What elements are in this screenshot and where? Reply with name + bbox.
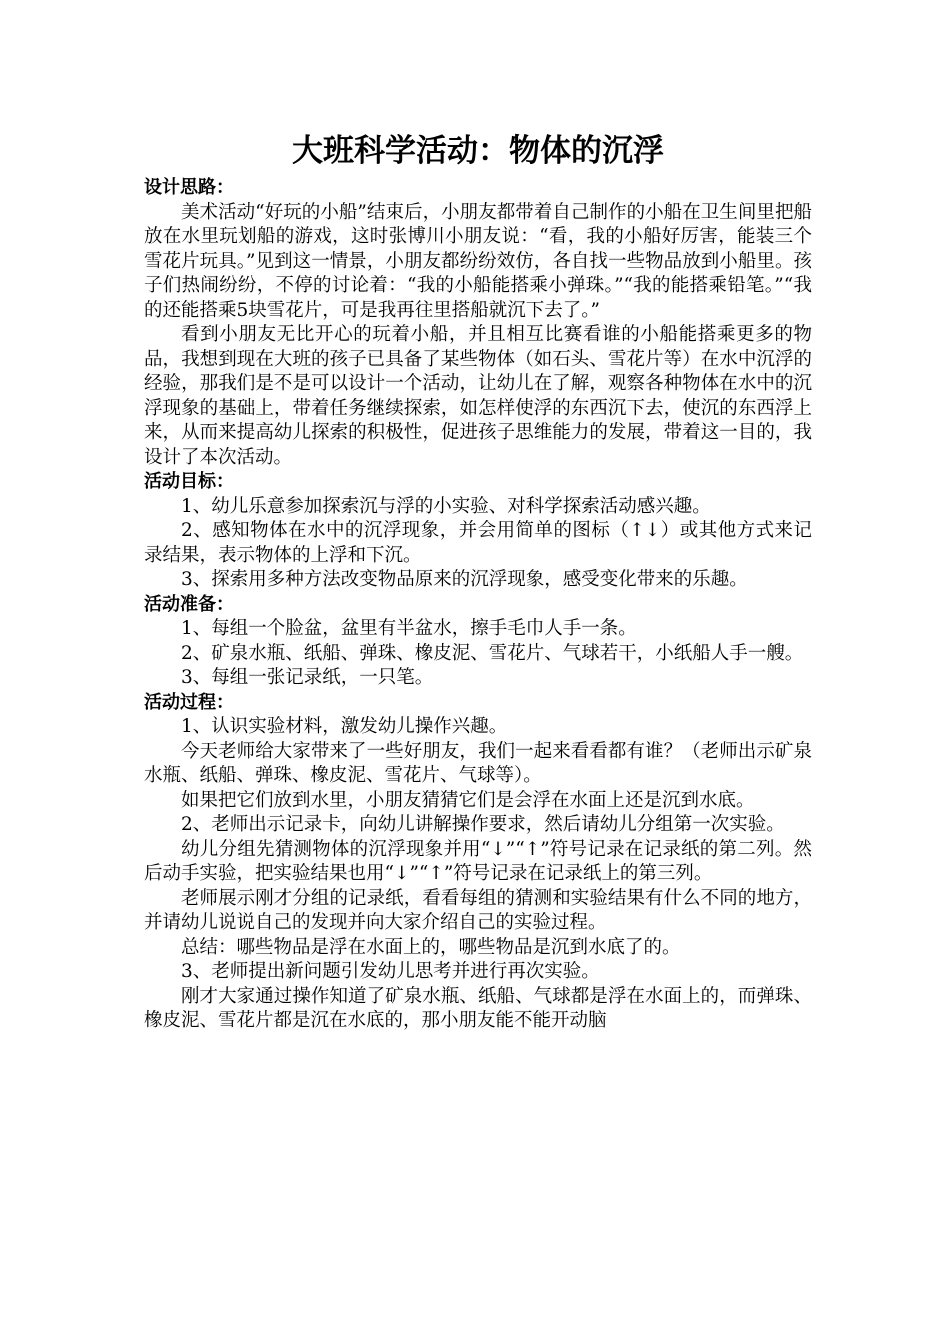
paragraph: 总结：哪些物品是浮在水面上的，哪些物品是沉到水底了的。 [181, 936, 681, 958]
paragraph: 看到小朋友无比开心的玩着小船，并且相互比赛看谁的小船能搭乘更多的物品，我想到现在大班的孩子已具备了某些物体（如石头、雪花片等）在水中沉浮的经验，那我们是不是可以设计一个活动，让幼儿在了解，观察各种物体在水中的沉浮现象的基础上，带着任务继续探索，如怎样使浮的东西沉下去，使沉的东西浮上来，从而来提高幼儿探索的积极性，促进孩子思维能力的发展，带着这一目的，我设计了本次活动。 [144, 324, 812, 468]
paragraph: 美术活动“好玩的小船”结束后，小朋友都带着自己制作的小船在卫生间里把船放在水里玩划船的游戏，这时张博川小朋友说：“看，我的小船好厉害，能装三个雪花片玩具。”见到这一情景，小朋友都纷纷效仿，各自找一些物品放到小船里。孩子们热闹纷纷，不停的讨论着：“我的小船能搭乘小弹珠。”“我的能搭乘铅笔。”“我的还能搭乘5块雪花片，可是我再往里搭船就沉下去了。” [144, 201, 812, 321]
section-heading: 活动准备： [144, 593, 234, 615]
paragraph: 2、矿泉水瓶、纸船、弹珠、橡皮泥、雪花片、气球若干，小纸船人手一艘。 [181, 642, 804, 664]
paragraph: 3、探索用多种方法改变物品原来的沉浮现象，感受变化带来的乐趣。 [181, 569, 748, 590]
document-page [144, 128, 812, 1034]
section-heading: 活动过程： [144, 691, 234, 713]
paragraph: 3、老师提出新问题引发幼儿思考并进行再次实验。 [181, 961, 600, 982]
section-activity-process [144, 691, 812, 1034]
section-activity-preparation [144, 593, 812, 691]
paragraph: 3、每组一张记录纸，一只笔。 [181, 667, 434, 688]
paragraph: 1、幼儿乐意参加探索沉与浮的小实验、对科学探索活动感兴趣。 [181, 495, 711, 517]
section-activity-goals [144, 470, 812, 593]
paragraph: 刚才大家通过操作知道了矿泉水瓶、纸船、气球都是浮在水面上的，而弹珠、橡皮泥、雪花片都是沉在水底的，那小朋友能不能开动脑 [144, 985, 812, 1031]
paragraph: 老师展示刚才分组的记录纸，看看每组的猜测和实验结果有什么不同的地方，并请幼儿说说自己的发现并向大家介绍自己的实验过程。 [144, 887, 812, 933]
paragraph: 幼儿分组先猜测物体的沉浮现象并用“↓”“↑”符号记录在记录纸的第二列。然后动手实验，把实验结果也用“↓”“↑”符号记录在记录纸上的第三列。 [144, 838, 812, 884]
section-heading: 设计思路： [144, 177, 234, 198]
paragraph: 1、认识实验材料，激发幼儿操作兴趣。 [181, 716, 508, 737]
section-heading: 活动目标： [144, 471, 234, 492]
paragraph: 2、感知物体在水中的沉浮现象，并会用简单的图标（↑↓）或其他方式来记录结果，表示物体的上浮和下沉。 [144, 520, 812, 566]
paragraph: 今天老师给大家带来了一些好朋友，我们一起来看看都有谁？（老师出示矿泉水瓶、纸船、弹珠、橡皮泥、雪花片、气球等）。 [144, 740, 812, 786]
section-design-rationale [144, 176, 812, 470]
document-title: 大班科学活动：物体的沉浮 [292, 133, 664, 169]
paragraph: 如果把它们放到水里，小朋友猜猜它们是会浮在水面上还是沉到水底。 [181, 789, 755, 811]
paragraph: 2、老师出示记录卡，向幼儿讲解操作要求，然后请幼儿分组第一次实验。 [181, 814, 785, 835]
paragraph: 1、每组一个脸盆，盆里有半盆水，擦手毛巾人手一条。 [181, 618, 637, 639]
